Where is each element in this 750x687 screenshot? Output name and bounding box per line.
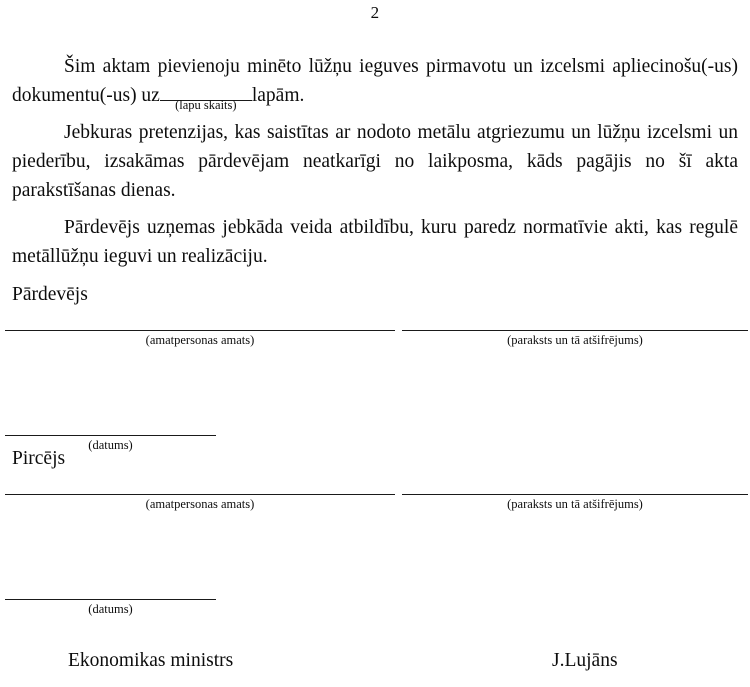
seller-post-caption: (amatpersonas amats): [145, 333, 255, 347]
paragraph-attachments: [12, 52, 738, 110]
document-footer: [0, 648, 750, 680]
minister-title: Ekonomikas ministrs: [68, 650, 234, 671]
paragraph-attachments-text-after-blank: lapām.: [251, 85, 305, 106]
paragraph-attachments-text-before-blank: Šim aktam pievienoju minēto lūžņu ieguves pirmavotu un izcelsmi apliecinošu(-us) dokumentu(-us) uz: [12, 56, 738, 106]
buyer-post-caption: (amatpersonas amats): [145, 497, 255, 511]
seller-signature-field: [402, 330, 748, 348]
paragraph-liability: Pārdevējs uzņemas jebkāda veida atbildību, kuru paredz normatīvie akti, kas regulē metāllūžņu ieguvi un realizāciju.: [12, 217, 738, 267]
lapu-skaits-caption: (lapu skaits): [175, 98, 237, 112]
signature-row-buyer: [0, 494, 750, 616]
buyer-signature-field: [402, 494, 748, 512]
buyer-post-field: [5, 494, 395, 512]
buyer-signature-caption: (paraksts un tā atšifrējums): [507, 497, 643, 511]
document-body: [12, 52, 738, 272]
party-label-seller: Pārdevējs: [12, 284, 88, 305]
seller-post-field: [5, 330, 395, 348]
party-label-buyer: Pircējs: [12, 448, 66, 469]
signature-row-seller: [0, 330, 750, 452]
paragraph-claims: Jebkuras pretenzijas, kas saistītas ar nodoto metālu atgriezumu un lūžņu izcelsmi un piederību, izsakāmas pārdevējam neatkarīgi no laikposma, kāds pagājis no šī akta parakstīšanas dienas.: [12, 122, 738, 201]
buyer-date-field: [5, 599, 216, 617]
seller-date-caption: (datums): [88, 438, 133, 452]
lapu-skaits-blank-group: [160, 81, 252, 110]
buyer-date-caption: (datums): [88, 602, 133, 616]
seller-signature-caption: (paraksts un tā atšifrējums): [507, 333, 643, 347]
minister-name: J.Lujāns: [552, 650, 618, 671]
page-number: 2: [370, 3, 380, 22]
